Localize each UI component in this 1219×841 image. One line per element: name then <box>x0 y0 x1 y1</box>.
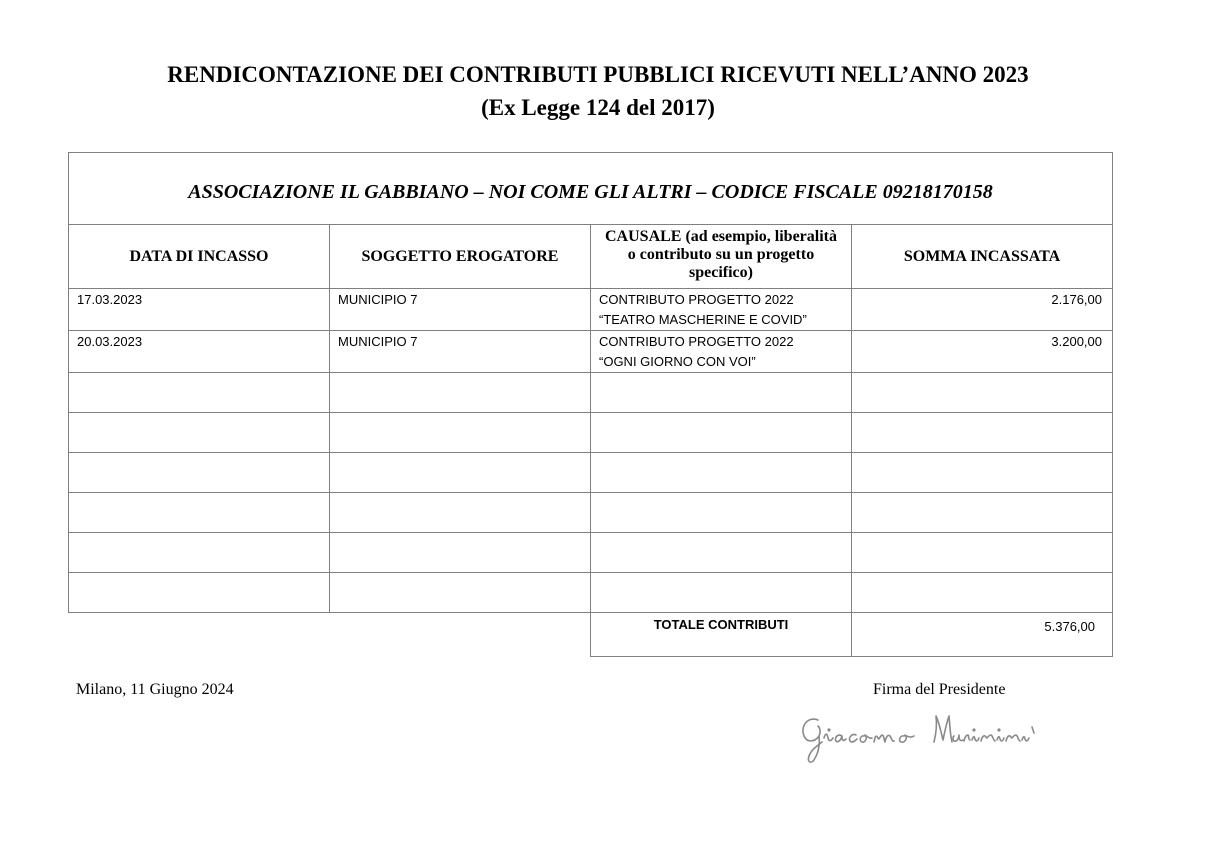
table-row <box>69 331 1113 373</box>
header-donor: SOGGETTO EROGATORE <box>330 225 591 289</box>
header-date: DATA DI INCASSO <box>69 225 330 289</box>
cell-date: 20.03.2023 <box>69 331 330 373</box>
empty-cell <box>330 493 591 533</box>
empty-cell <box>330 373 591 413</box>
total-row <box>69 613 1113 657</box>
association-header <box>69 153 1113 225</box>
empty-row <box>69 453 1113 493</box>
column-headers <box>69 225 1113 289</box>
empty-cell <box>852 373 1113 413</box>
empty-cell <box>591 533 852 573</box>
place-date: Milano, 11 Giugno 2024 <box>76 681 234 698</box>
empty-cell <box>852 573 1113 613</box>
document-subtitle: (Ex Legge 124 del 2017) <box>481 95 715 120</box>
empty-cell <box>69 373 330 413</box>
table-row <box>69 289 1113 331</box>
blank-cell <box>69 613 330 657</box>
contributions-table <box>68 152 1113 657</box>
association-name: ASSOCIAZIONE IL GABBIANO – NOI COME GLI ALTRI – CODICE FISCALE 09218170158 <box>188 181 993 203</box>
cause-line: CONTRIBUTO PROGETTO 2022 <box>599 334 794 349</box>
empty-cell <box>852 413 1113 453</box>
empty-cell <box>591 453 852 493</box>
empty-cell <box>330 533 591 573</box>
cause-line: CONTRIBUTO PROGETTO 2022 <box>599 292 794 307</box>
empty-cell <box>330 413 591 453</box>
empty-cell <box>330 453 591 493</box>
empty-cell <box>591 573 852 613</box>
empty-row <box>69 373 1113 413</box>
cell-date: 17.03.2023 <box>69 289 330 331</box>
cause-line: “TEATRO MASCHERINE E COVID” <box>599 312 807 327</box>
signature-label: Firma del Presidente <box>873 681 1006 698</box>
cell-donor: MUNICIPIO 7 <box>330 289 591 331</box>
cell-cause <box>591 289 852 331</box>
handwritten-signature <box>798 708 1098 770</box>
empty-cell <box>591 373 852 413</box>
empty-cell <box>69 493 330 533</box>
empty-cell <box>69 533 330 573</box>
empty-row <box>69 493 1113 533</box>
empty-cell <box>852 453 1113 493</box>
empty-row <box>69 533 1113 573</box>
empty-cell <box>330 573 591 613</box>
empty-cell <box>852 493 1113 533</box>
empty-cell <box>591 493 852 533</box>
cell-amount: 3.200,00 <box>852 331 1113 373</box>
total-label: TOTALE CONTRIBUTI <box>591 613 852 657</box>
cause-line: “OGNI GIORNO CON VOI” <box>599 354 756 369</box>
header-cause: CAUSALE (ad esempio, liberalità o contributo su un progetto specifico) <box>591 225 852 289</box>
blank-cell <box>330 613 591 657</box>
empty-row <box>69 413 1113 453</box>
empty-row <box>69 573 1113 613</box>
empty-cell <box>852 533 1113 573</box>
empty-cell <box>69 573 330 613</box>
total-value: 5.376,00 <box>852 613 1113 657</box>
empty-cell <box>69 413 330 453</box>
document-title: RENDICONTAZIONE DEI CONTRIBUTI PUBBLICI RICEVUTI NELL’ANNO 2023 <box>167 62 1029 87</box>
cell-cause <box>591 331 852 373</box>
cell-donor: MUNICIPIO 7 <box>330 331 591 373</box>
cell-amount: 2.176,00 <box>852 289 1113 331</box>
empty-cell <box>591 413 852 453</box>
empty-cell <box>69 453 330 493</box>
header-amount: SOMMA INCASSATA <box>852 225 1113 289</box>
